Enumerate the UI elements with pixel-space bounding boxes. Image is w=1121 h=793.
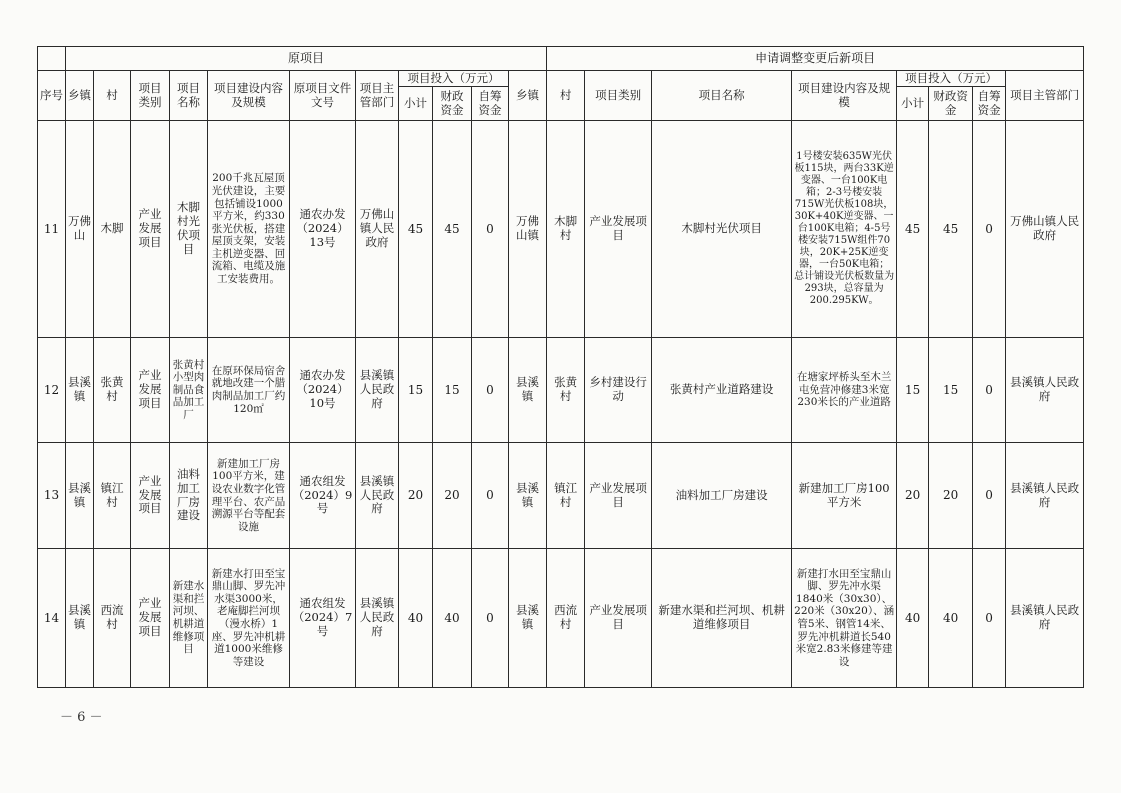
township-header: 乡镇 <box>66 71 94 121</box>
dept-cell: 县溪镇人民政府 <box>356 338 399 443</box>
fiscal-header: 财政资金 <box>433 87 472 121</box>
fiscal-cell: 40 <box>433 549 472 688</box>
fiscal-cell: 15 <box>433 338 472 443</box>
dept-cell: 县溪镇人民政府 <box>356 549 399 688</box>
new-self-header: 自筹资金 <box>973 87 1006 121</box>
new-fiscal-header: 财政资金 <box>929 87 973 121</box>
category-cell: 产业发展项目 <box>131 121 170 338</box>
new-self-cell: 0 <box>973 549 1006 688</box>
village-cell: 木脚 <box>94 121 131 338</box>
new-fiscal-cell: 40 <box>929 549 973 688</box>
corner-blank <box>38 47 66 71</box>
self-cell: 0 <box>472 443 509 549</box>
content-cell: 200千兆瓦屋顶光伏建设，主要包括铺设1000平方米，约330张光伏板，搭建屋顶支架，安装主机逆变器、回流箱、电缆及施工安装费用。 <box>208 121 290 338</box>
fiscal-cell: 20 <box>433 443 472 549</box>
new-fiscal-cell: 20 <box>929 443 973 549</box>
new-subtotal-cell: 40 <box>897 549 929 688</box>
township-cell: 县溪镇 <box>66 549 94 688</box>
new-category-cell: 产业发展项目 <box>585 121 652 338</box>
new-village-cell: 张黄村 <box>547 338 585 443</box>
self-header: 自筹资金 <box>472 87 509 121</box>
township-cell: 县溪镇 <box>66 443 94 549</box>
document-sheet <box>37 46 1083 688</box>
new-subtotal-cell: 45 <box>897 121 929 338</box>
new-name-cell: 木脚村光伏项目 <box>652 121 792 338</box>
new-fiscal-cell: 15 <box>929 338 973 443</box>
new-category-header: 项目类别 <box>585 71 652 121</box>
village-header: 村 <box>94 71 131 121</box>
category-cell: 产业发展项目 <box>131 338 170 443</box>
subtotal-cell: 15 <box>399 338 433 443</box>
seq-cell: 13 <box>38 443 66 549</box>
table-row <box>38 443 1084 549</box>
new-name-cell: 张黄村产业道路建设 <box>652 338 792 443</box>
new-content-cell: 在塘家坪桥头至木兰屯免营冲修建3米宽230米长的产业道路 <box>792 338 897 443</box>
new-dept-cell: 万佛山镇人民政府 <box>1006 121 1084 338</box>
new-township-cell: 县溪镇 <box>509 443 547 549</box>
table-row <box>38 338 1084 443</box>
subtotal-cell: 45 <box>399 121 433 338</box>
new-category-cell: 产业发展项目 <box>585 443 652 549</box>
new-dept-header: 项目主管部门 <box>1006 71 1084 121</box>
dept-cell: 县溪镇人民政府 <box>356 443 399 549</box>
new-content-cell: 新建打水田至宝鼎山脚、罗先冲水渠1840米（30x30）、220米（30x20）、涵管5米、钢管14米、罗先冲机耕道长540米宽2.83米修建等建设 <box>792 549 897 688</box>
doc-no-cell: 通农组发（2024）7号 <box>290 549 356 688</box>
new-name-cell: 新建水渠和拦河坝、机耕道维修项目 <box>652 549 792 688</box>
new-investment-header: 项目投入（万元） <box>897 71 1006 87</box>
self-cell: 0 <box>472 121 509 338</box>
subtotal-header: 小计 <box>399 87 433 121</box>
doc-no-cell: 通农组发（2024）9号 <box>290 443 356 549</box>
township-cell: 县溪镇 <box>66 338 94 443</box>
fiscal-cell: 45 <box>433 121 472 338</box>
table-row <box>38 121 1084 338</box>
orig-group-header: 原项目 <box>66 47 547 71</box>
new-township-cell: 县溪镇 <box>509 549 547 688</box>
village-cell: 张黄村 <box>94 338 131 443</box>
name-cell: 木脚村光伏项目 <box>170 121 208 338</box>
village-cell: 镇江村 <box>94 443 131 549</box>
new-dept-cell: 县溪镇人民政府 <box>1006 338 1084 443</box>
project-adjustment-table <box>37 46 1084 688</box>
dept-cell: 万佛山镇人民政府 <box>356 121 399 338</box>
new-village-cell: 木脚村 <box>547 121 585 338</box>
new-subtotal-cell: 20 <box>897 443 929 549</box>
doc-no-header: 原项目文件文号 <box>290 71 356 121</box>
new-dept-cell: 县溪镇人民政府 <box>1006 443 1084 549</box>
content-cell: 新建水打田至宝鼎山脚、罗先冲水渠3000米，老庵脚拦河坝（漫水桥）1座、罗先冲机耕道1000米维修等建设 <box>208 549 290 688</box>
village-cell: 西流村 <box>94 549 131 688</box>
seq-cell: 14 <box>38 549 66 688</box>
seq-header: 序号 <box>38 71 66 121</box>
new-village-header: 村 <box>547 71 585 121</box>
new-name-cell: 油料加工厂房建设 <box>652 443 792 549</box>
new-category-cell: 乡村建设行动 <box>585 338 652 443</box>
page-number: － 6 － <box>60 710 103 725</box>
new-self-cell: 0 <box>973 443 1006 549</box>
investment-header: 项目投入（万元） <box>399 71 509 87</box>
new-group-header: 申请调整变更后新项目 <box>547 47 1084 71</box>
new-content-cell: 1号楼安装635W光伏板115块，两台33K逆变器、一台100K电箱；2-3号楼安装715W光伏板108块，30K+40K逆变器、一台100K电箱；4-5号楼安装715W组件70块，20K+25K逆变器，一台50K电箱；总计铺设光伏板数量为293块，总容量为200.295KW。 <box>792 121 897 338</box>
new-township-header: 乡镇 <box>509 71 547 121</box>
new-dept-cell: 县溪镇人民政府 <box>1006 549 1084 688</box>
doc-no-cell: 通农办发（2024）10号 <box>290 338 356 443</box>
new-subtotal-header: 小计 <box>897 87 929 121</box>
subtotal-cell: 40 <box>399 549 433 688</box>
self-cell: 0 <box>472 549 509 688</box>
new-village-cell: 西流村 <box>547 549 585 688</box>
name-cell: 新建水渠和拦河坝、机耕道维修项目 <box>170 549 208 688</box>
new-township-cell: 万佛山镇 <box>509 121 547 338</box>
new-content-header: 项目建设内容及规模 <box>792 71 897 121</box>
doc-no-cell: 通农办发（2024）13号 <box>290 121 356 338</box>
new-township-cell: 县溪镇 <box>509 338 547 443</box>
new-self-cell: 0 <box>973 338 1006 443</box>
content-cell: 在原环保局宿舍就地改建一个腊肉制品加工厂约120㎡ <box>208 338 290 443</box>
new-subtotal-cell: 15 <box>897 338 929 443</box>
new-fiscal-cell: 45 <box>929 121 973 338</box>
new-village-cell: 镇江村 <box>547 443 585 549</box>
dept-header: 项目主管部门 <box>356 71 399 121</box>
subtotal-cell: 20 <box>399 443 433 549</box>
category-cell: 产业发展项目 <box>131 443 170 549</box>
content-cell: 新建加工厂房100平方米，建设农业数字化管理平台、农产品溯源平台等配套设施 <box>208 443 290 549</box>
table-row <box>38 549 1084 688</box>
content-header: 项目建设内容及规模 <box>208 71 290 121</box>
new-content-cell: 新建加工厂房100平方米 <box>792 443 897 549</box>
name-cell: 油料加工厂房建设 <box>170 443 208 549</box>
name-header: 项目名称 <box>170 71 208 121</box>
seq-cell: 12 <box>38 338 66 443</box>
category-cell: 产业发展项目 <box>131 549 170 688</box>
category-header: 项目类别 <box>131 71 170 121</box>
self-cell: 0 <box>472 338 509 443</box>
township-cell: 万佛山 <box>66 121 94 338</box>
seq-cell: 11 <box>38 121 66 338</box>
new-name-header: 项目名称 <box>652 71 792 121</box>
new-self-cell: 0 <box>973 121 1006 338</box>
name-cell: 张黄村小型肉制品食品加工厂 <box>170 338 208 443</box>
new-category-cell: 产业发展项目 <box>585 549 652 688</box>
